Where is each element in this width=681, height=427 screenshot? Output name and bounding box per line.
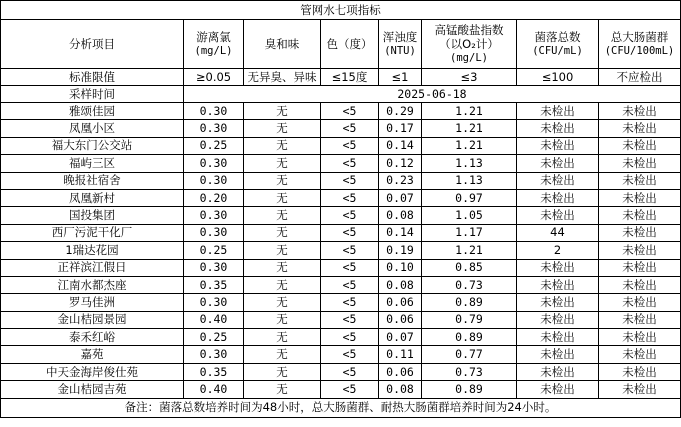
cell-colony: 未检出: [517, 172, 599, 189]
data-rows: [1, 103, 681, 399]
header-coliform: [599, 20, 681, 69]
cell-cod: 0.89: [422, 329, 517, 346]
cell-colony: 未检出: [517, 294, 599, 311]
site-name: 罗马佳洲: [1, 294, 184, 311]
cell-cod: 1.13: [422, 172, 517, 189]
cell-chlorine: 0.30: [184, 155, 244, 172]
limit-label: 标准限值: [1, 69, 184, 86]
cell-colony: 未检出: [517, 276, 599, 293]
cell-odor: 无: [244, 259, 321, 276]
cell-color: <5: [321, 155, 379, 172]
cell-odor: 无: [244, 276, 321, 293]
cell-cod: 1.05: [422, 207, 517, 224]
table-row: [1, 172, 681, 189]
cell-colony: 未检出: [517, 155, 599, 172]
site-name: 西厂污泥干化厂: [1, 224, 184, 241]
cell-cod: 0.73: [422, 276, 517, 293]
cell-cod: 0.77: [422, 346, 517, 363]
cell-turbidity: 0.06: [379, 294, 422, 311]
header-chlorine: [184, 20, 244, 69]
cell-coliform: 未检出: [599, 276, 681, 293]
cell-cod: 1.21: [422, 242, 517, 259]
cell-color: <5: [321, 189, 379, 206]
cell-chlorine: 0.30: [184, 120, 244, 137]
header-colony-label: 菌落总数: [534, 30, 581, 44]
cell-odor: 无: [244, 120, 321, 137]
table-row: [1, 346, 681, 363]
cell-color: <5: [321, 137, 379, 154]
table-row: [1, 242, 681, 259]
cell-odor: 无: [244, 155, 321, 172]
table-row: [1, 155, 681, 172]
site-name: 金山桔园吉苑: [1, 381, 184, 398]
cell-color: <5: [321, 120, 379, 137]
cell-odor: 无: [244, 242, 321, 259]
limit-coliform: 不应检出: [599, 69, 681, 86]
cell-colony: 未检出: [517, 329, 599, 346]
cell-odor: 无: [244, 294, 321, 311]
cell-turbidity: 0.14: [379, 137, 422, 154]
cell-turbidity: 0.07: [379, 329, 422, 346]
cell-color: <5: [321, 172, 379, 189]
site-name: 晚报社宿舍: [1, 172, 184, 189]
cell-odor: 无: [244, 311, 321, 328]
cell-odor: 无: [244, 137, 321, 154]
cell-coliform: 未检出: [599, 103, 681, 120]
cell-turbidity: 0.17: [379, 120, 422, 137]
site-name: 1瑞达花园: [1, 242, 184, 259]
cell-coliform: 未检出: [599, 294, 681, 311]
cell-colony: 未检出: [517, 207, 599, 224]
cell-turbidity: 0.23: [379, 172, 422, 189]
cell-cod: 1.21: [422, 120, 517, 137]
header-turbidity: [379, 20, 422, 69]
cell-colony: 未检出: [517, 189, 599, 206]
site-name: 雅颂佳园: [1, 103, 184, 120]
cell-odor: 无: [244, 346, 321, 363]
site-name: 中天金海岸俊仕苑: [1, 363, 184, 380]
cell-coliform: 未检出: [599, 120, 681, 137]
cell-turbidity: 0.06: [379, 311, 422, 328]
cell-cod: 0.79: [422, 311, 517, 328]
cell-cod: 0.89: [422, 294, 517, 311]
cell-turbidity: 0.06: [379, 363, 422, 380]
cell-chlorine: 0.30: [184, 294, 244, 311]
cell-cod: 0.85: [422, 259, 517, 276]
cell-turbidity: 0.07: [379, 189, 422, 206]
site-name: 金山桔园景园: [1, 311, 184, 328]
header-colony-unit: (CFU/mL): [532, 45, 583, 57]
cell-cod: 1.13: [422, 155, 517, 172]
cell-color: <5: [321, 329, 379, 346]
sampling-row: [1, 86, 681, 103]
header-cod: [422, 20, 517, 69]
cell-chlorine: 0.20: [184, 189, 244, 206]
cell-chlorine: 0.35: [184, 363, 244, 380]
cell-color: <5: [321, 207, 379, 224]
cell-coliform: 未检出: [599, 224, 681, 241]
table-row: [1, 189, 681, 206]
cell-turbidity: 0.19: [379, 242, 422, 259]
cell-coliform: 未检出: [599, 259, 681, 276]
cell-odor: 无: [244, 207, 321, 224]
cell-cod: 0.97: [422, 189, 517, 206]
table-note: 备注：菌落总数培养时间为48小时，总大肠菌群、耐热大肠菌群培养时间为24小时。: [1, 398, 681, 417]
cell-chlorine: 0.25: [184, 329, 244, 346]
table-row: [1, 207, 681, 224]
cell-color: <5: [321, 276, 379, 293]
cell-color: <5: [321, 311, 379, 328]
site-name: 正祥滨江假日: [1, 259, 184, 276]
cell-cod: 1.21: [422, 137, 517, 154]
cell-color: <5: [321, 294, 379, 311]
table-row: [1, 120, 681, 137]
header-item: 分析项目: [1, 20, 184, 69]
cell-color: <5: [321, 259, 379, 276]
cell-color: <5: [321, 224, 379, 241]
cell-odor: 无: [244, 224, 321, 241]
cell-turbidity: 0.14: [379, 224, 422, 241]
table-row: [1, 311, 681, 328]
cell-colony: 未检出: [517, 363, 599, 380]
header-chlorine-unit: (mg/L): [194, 45, 233, 57]
site-name: 国投集团: [1, 207, 184, 224]
site-name: 泰禾红峪: [1, 329, 184, 346]
cell-cod: 1.21: [422, 103, 517, 120]
cell-chlorine: 0.35: [184, 276, 244, 293]
cell-chlorine: 0.30: [184, 259, 244, 276]
cell-chlorine: 0.30: [184, 224, 244, 241]
cell-chlorine: 0.25: [184, 137, 244, 154]
site-name: 江南水都杰座: [1, 276, 184, 293]
cell-turbidity: 0.08: [379, 381, 422, 398]
site-name: 凤凰小区: [1, 120, 184, 137]
cell-cod: 0.73: [422, 363, 517, 380]
table-row: [1, 381, 681, 398]
sampling-label: 采样时间: [1, 86, 184, 103]
cell-chlorine: 0.30: [184, 172, 244, 189]
header-cod-unit: (mg/L): [450, 52, 488, 64]
cell-turbidity: 0.08: [379, 276, 422, 293]
cell-cod: 1.17: [422, 224, 517, 241]
header-coliform-label: 总大肠菌群: [610, 30, 669, 44]
header-turbidity-unit: (NTU): [384, 45, 416, 57]
cell-turbidity: 0.10: [379, 259, 422, 276]
cell-coliform: 未检出: [599, 172, 681, 189]
table-row: [1, 259, 681, 276]
table-row: [1, 224, 681, 241]
header-odor: 臭和味: [244, 20, 321, 69]
site-name: 福屿三区: [1, 155, 184, 172]
header-cod-sub: （以O₂计）: [439, 37, 499, 51]
header-colony: [517, 20, 599, 69]
cell-coliform: 未检出: [599, 381, 681, 398]
cell-colony: 未检出: [517, 381, 599, 398]
cell-odor: 无: [244, 381, 321, 398]
table-row: [1, 276, 681, 293]
cell-chlorine: 0.30: [184, 346, 244, 363]
cell-color: <5: [321, 381, 379, 398]
sampling-date: 2025-06-18: [184, 86, 681, 103]
limit-colony: ≤100: [517, 69, 599, 86]
cell-colony: 未检出: [517, 120, 599, 137]
cell-odor: 无: [244, 172, 321, 189]
header-chlorine-label: 游离氯: [196, 30, 231, 44]
cell-coliform: 未检出: [599, 363, 681, 380]
header-coliform-unit: (CFU/100mL): [604, 45, 675, 57]
limit-turbidity: ≤1: [379, 69, 422, 86]
cell-turbidity: 0.12: [379, 155, 422, 172]
cell-turbidity: 0.08: [379, 207, 422, 224]
table-row: [1, 103, 681, 120]
limit-cod: ≤3: [422, 69, 517, 86]
cell-colony: 未检出: [517, 259, 599, 276]
cell-colony: 未检出: [517, 346, 599, 363]
cell-colony: 未检出: [517, 311, 599, 328]
cell-coliform: 未检出: [599, 189, 681, 206]
cell-chlorine: 0.40: [184, 381, 244, 398]
header-color: 色（度）: [321, 20, 379, 69]
cell-coliform: 未检出: [599, 137, 681, 154]
cell-colony: 未检出: [517, 137, 599, 154]
cell-coliform: 未检出: [599, 311, 681, 328]
cell-odor: 无: [244, 103, 321, 120]
cell-color: <5: [321, 363, 379, 380]
cell-turbidity: 0.11: [379, 346, 422, 363]
table-title: 管网水七项指标: [1, 1, 681, 20]
header-turbidity-label: 浑浊度: [382, 30, 418, 44]
cell-cod: 0.89: [422, 381, 517, 398]
cell-coliform: 未检出: [599, 155, 681, 172]
limit-row: [1, 69, 681, 86]
cell-colony: 未检出: [517, 103, 599, 120]
cell-coliform: 未检出: [599, 242, 681, 259]
header-cod-label: 高锰酸盐指数: [434, 23, 504, 37]
cell-turbidity: 0.29: [379, 103, 422, 120]
cell-chlorine: 0.30: [184, 103, 244, 120]
cell-coliform: 未检出: [599, 207, 681, 224]
cell-color: <5: [321, 346, 379, 363]
cell-colony: 2: [517, 242, 599, 259]
cell-coliform: 未检出: [599, 329, 681, 346]
cell-chlorine: 0.25: [184, 242, 244, 259]
cell-odor: 无: [244, 363, 321, 380]
limit-odor: 无异臭、异味: [244, 69, 321, 86]
cell-colony: 44: [517, 224, 599, 241]
table-row: [1, 294, 681, 311]
cell-chlorine: 0.30: [184, 207, 244, 224]
cell-chlorine: 0.40: [184, 311, 244, 328]
limit-chlorine: ≥0.05: [184, 69, 244, 86]
table-row: [1, 363, 681, 380]
cell-coliform: 未检出: [599, 346, 681, 363]
cell-odor: 无: [244, 189, 321, 206]
site-name: 嘉苑: [1, 346, 184, 363]
limit-color: ≤15度: [321, 69, 379, 86]
cell-odor: 无: [244, 329, 321, 346]
cell-color: <5: [321, 103, 379, 120]
cell-color: <5: [321, 242, 379, 259]
site-name: 福大东门公交站: [1, 137, 184, 154]
table-row: [1, 137, 681, 154]
site-name: 凤凰新村: [1, 189, 184, 206]
table-row: [1, 329, 681, 346]
